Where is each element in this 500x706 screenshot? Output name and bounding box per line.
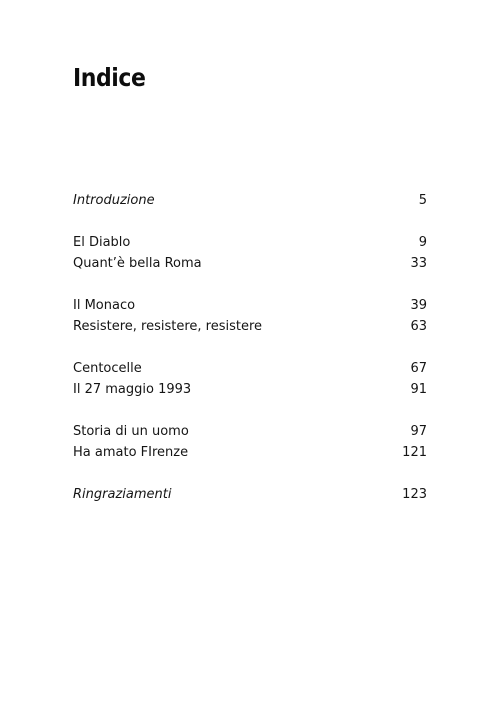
toc-entry-page: 121 — [402, 445, 427, 460]
toc-entry-page: 9 — [418, 235, 427, 250]
toc-entry-title: Introduzione — [73, 193, 155, 208]
toc-entry — [73, 484, 427, 505]
toc-entry-title: Quant’è bella Roma — [73, 256, 202, 271]
toc-entry — [73, 295, 427, 316]
toc-group — [73, 421, 427, 463]
toc-entry-page: 67 — [410, 361, 427, 376]
toc-group — [73, 358, 427, 400]
toc-entry-title: Il Monaco — [73, 298, 136, 313]
toc-entry-title: Storia di un uomo — [73, 424, 189, 439]
toc-entry — [73, 232, 427, 253]
toc-entry-title: El Diablo — [73, 235, 131, 250]
toc-entry — [73, 379, 427, 400]
toc-entry-page: 63 — [410, 319, 427, 334]
toc-entry-title: Il 27 maggio 1993 — [73, 382, 192, 397]
toc-entry-title: Resistere, resistere, resistere — [73, 319, 263, 334]
toc-entry — [73, 190, 427, 211]
toc-entry — [73, 442, 427, 463]
toc-entry-page: 91 — [410, 382, 427, 397]
toc-entry — [73, 253, 427, 274]
toc-entry-title: Ringraziamenti — [73, 487, 172, 502]
toc-entry — [73, 316, 427, 337]
toc-entry-title: Ha amato FIrenze — [73, 445, 189, 460]
toc-entry — [73, 421, 427, 442]
toc-entry-page: 39 — [410, 298, 427, 313]
toc-group-acknowledgements — [73, 484, 427, 505]
toc-entry-page: 33 — [410, 256, 427, 271]
page-title: Indice — [73, 63, 146, 92]
toc-entry-page: 123 — [402, 487, 427, 502]
toc-entry-page: 97 — [410, 424, 427, 439]
table-of-contents — [73, 190, 427, 526]
toc-group — [73, 232, 427, 274]
toc-group-introduction — [73, 190, 427, 211]
toc-entry — [73, 358, 427, 379]
toc-entry-page: 5 — [418, 193, 427, 208]
toc-entry-title: Centocelle — [73, 361, 142, 376]
toc-group — [73, 295, 427, 337]
